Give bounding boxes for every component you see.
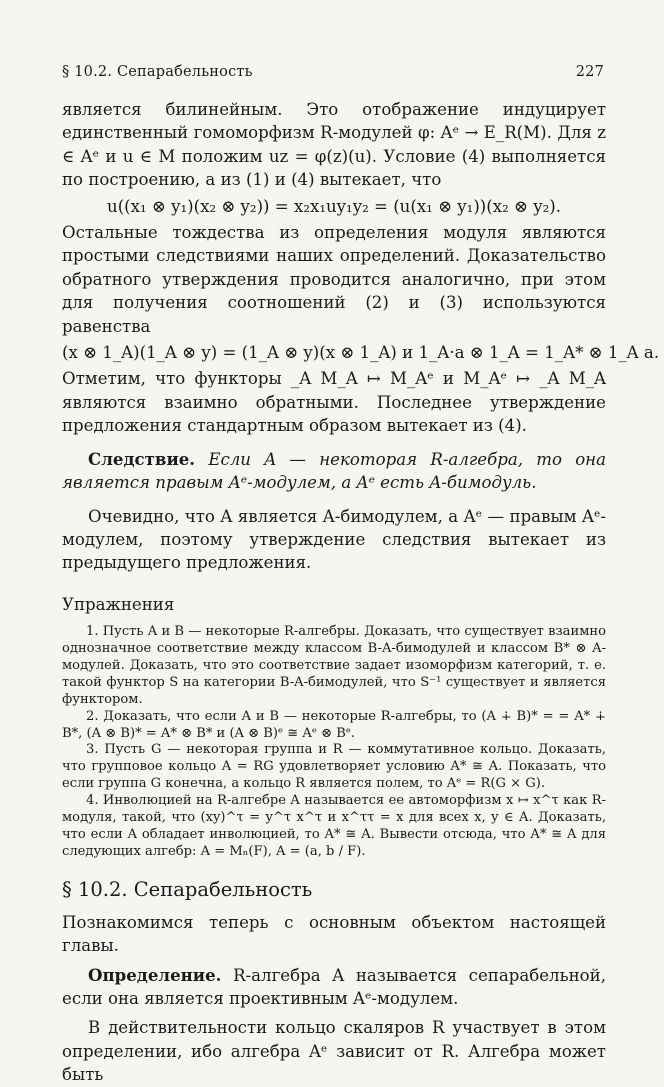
running-header bbox=[62, 64, 604, 80]
paragraph-functors: Отметим, что функторы _A M_A ↦ M_Aᵉ и M_Aᵉ ↦ _A M_A являются взаимно обратными. Последнее утверждение предложения стандартным образом вытекает из (4). bbox=[62, 369, 606, 436]
paragraph-proof-continuation: является билинейным. Это отображение индуцирует единственный гомоморфизм R-модулей φ: Aᵉ → E_R(M). Для z ∈ Aᵉ и u ∈ M положим uz = φ(z)(u). Условие (4) выполняется по построению, а из (1) и (4) вытекает, что bbox=[62, 100, 606, 190]
definition-label: Определение. bbox=[88, 964, 222, 985]
exercise-item: 2. Доказать, что если A и B — некоторые R-алгебры, то (A ∔ B)* = = A* ∔ B*, (A ⊗ B)* = A* ⊗ B* и (A ⊗ B)ᵉ ≅ Aᵉ ⊗ Bᵉ. bbox=[62, 708, 606, 741]
page-body bbox=[62, 98, 660, 1087]
exercises-list bbox=[62, 624, 606, 861]
paragraph-remaining-identities: Остальные тождества из определения модуля являются простыми следствиями наших определений. Доказательство обратного утверждения проводится аналогично, при этом для получения соотношений (2) и (3) используются равенства bbox=[62, 223, 606, 336]
section-heading: § 10.2. Сепарабельность bbox=[62, 877, 313, 901]
formula-module-identity: u((x₁ ⊗ y₁)(x₂ ⊗ y₂)) = x₂x₁uy₁y₂ = (u(x₁ ⊗ y₁))(x₂ ⊗ y₂). bbox=[107, 196, 561, 216]
paragraph-obvious: Очевидно, что A является A-бимодулем, а Aᵉ — правым Aᵉ-модулем, поэтому утверждение следствия вытекает из предыдущего предложения. bbox=[62, 506, 606, 573]
page-number: 227 bbox=[575, 64, 604, 80]
exercise-item: 3. Пусть G — некоторая группа и R — коммутативное кольцо. Доказать, что групповое кольцо A = RG удовлетворяет условию A* ≅ A. Показать, что если группа G конечна, а кольцо R является полем, то Aᵉ = R(G × G). bbox=[62, 742, 606, 792]
paragraph-scalar-ring: В действительности кольцо скаляров R участвует в этом определении, ибо алгебра Aᵉ зависит от R. Алгебра может быть bbox=[62, 1018, 606, 1085]
exercise-item: 1. Пусть A и B — некоторые R-алгебры. Доказать, что существует взаимно однозначное соответствие между классом B-A-бимодулей и классом B* ⊗ A-модулей. Доказать, что это соответствие задает изоморфизм категорий, т. е. такой функтор S на категории B-A-бимодулей, что S⁻¹ существует и является функтором. bbox=[62, 624, 606, 707]
exercise-item: 4. Инволюцией на R-алгебре A называется ее автоморфизм x ↦ x^τ как R-модуля, такой, что (xy)^τ = y^τ x^τ и x^ττ = x для всех x, y ∈ A. Доказать, что если A обладает инволюцией, то A* ≅ A. Вывести отсюда, что A* ≅ A для следующих алгебр: A = Mₙ(F), A = (a, b / F). bbox=[62, 793, 606, 859]
formula-equalities: (x ⊗ 1_A)(1_A ⊗ y) = (1_A ⊗ y)(x ⊗ 1_A) и 1_A·a ⊗ 1_A = 1_A* ⊗ 1_A a. bbox=[62, 343, 660, 363]
corollary-text: Если A — некоторая R-алгебра, то она является правым Aᵉ-модулем, а Aᵉ есть A-бимодуль. bbox=[62, 449, 607, 493]
paragraph-intro: Познакомимся теперь с основным объектом настоящей главы. bbox=[62, 912, 606, 956]
corollary bbox=[62, 448, 606, 495]
running-section-title: § 10.2. Сепарабельность bbox=[62, 64, 253, 80]
definition bbox=[62, 964, 606, 1011]
definition-text: R-алгебра A называется сепарабельной, если она является проективным Aᵉ-модулем. bbox=[62, 965, 607, 1009]
corollary-label: Следствие. bbox=[88, 448, 196, 469]
exercises-title: Упражнения bbox=[62, 594, 175, 614]
